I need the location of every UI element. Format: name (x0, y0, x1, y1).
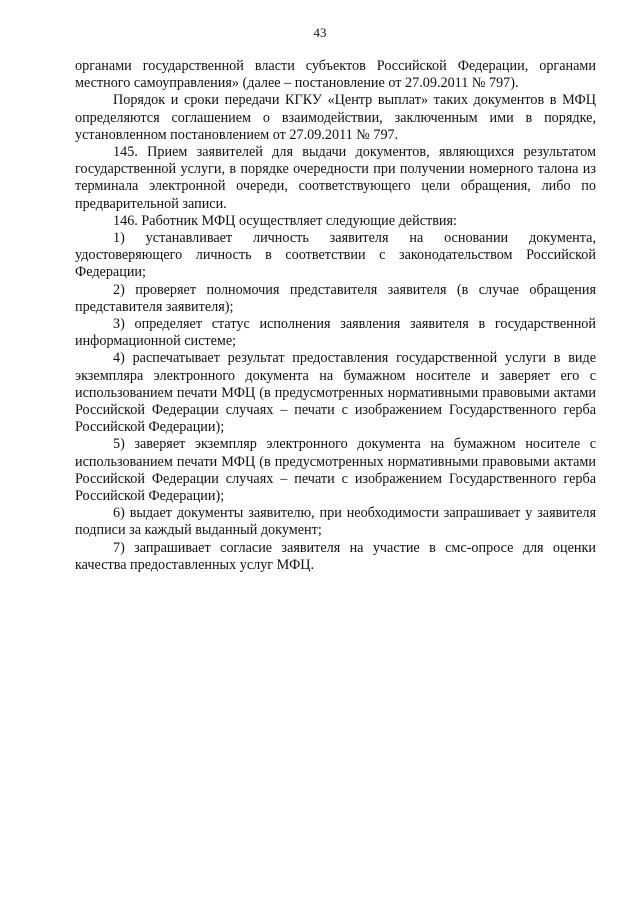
list-item-2: 2) проверяет полномочия представителя заявителя (в случае обращения представителя заявителя); (75, 281, 596, 315)
list-item-4: 4) распечатывает результат предоставления государственной услуги в виде экземпляра электронного документа на бумажном носителе и заверяет его с использованием печати МФЦ (в предусмотренных нормативными правовыми актами Российской Федерации случаях – печати с изображением Государственного герба Российской Федерации); (75, 350, 596, 436)
document-body (75, 58, 596, 574)
list-item-5: 5) заверяет экземпляр электронного документа на бумажном носителе с использованием печати МФЦ (в предусмотренных нормативными правовыми актами Российской Федерации случаях – печати с изображением Государственного герба Российской Федерации); (75, 436, 596, 505)
list-item-6: 6) выдает документы заявителю, при необходимости запрашивает у заявителя подписи за каждый выданный документ; (75, 505, 596, 539)
paragraph-145: 145. Прием заявителей для выдачи документов, являющихся результатом государственной услуги, в порядке очередности при получении номерного талона из терминала электронной очереди, соответствующего цели обращения, либо по предварительной записи. (75, 144, 596, 212)
paragraph-146: 146. Работник МФЦ осуществляет следующие действия: (113, 212, 457, 229)
page-number: 43 (313, 25, 327, 40)
paragraph-continuation: органами государственной власти субъектов Российской Федерации, органами местного самоуправления» (далее – постановление от 27.09.2011 № 797). (75, 58, 596, 92)
list-item-3: 3) определяет статус исполнения заявления заявителя в государственной информационной системе; (75, 316, 596, 350)
list-item-7: 7) запрашивает согласие заявителя на участие в смс-опросе для оценки качества предоставленных услуг МФЦ. (75, 539, 596, 573)
paragraph-transfer-procedure: Порядок и сроки передачи КГКУ «Центр выплат» таких документов в МФЦ определяются соглашением о взаимодействии, заключенным ими в порядке, установленном постановлением от 27.09.2011 № 797. (75, 92, 596, 143)
list-item-1: 1) устанавливает личность заявителя на основании документа, удостоверяющего личность в соответствии с законодательством Российской Федерации; (75, 230, 596, 281)
